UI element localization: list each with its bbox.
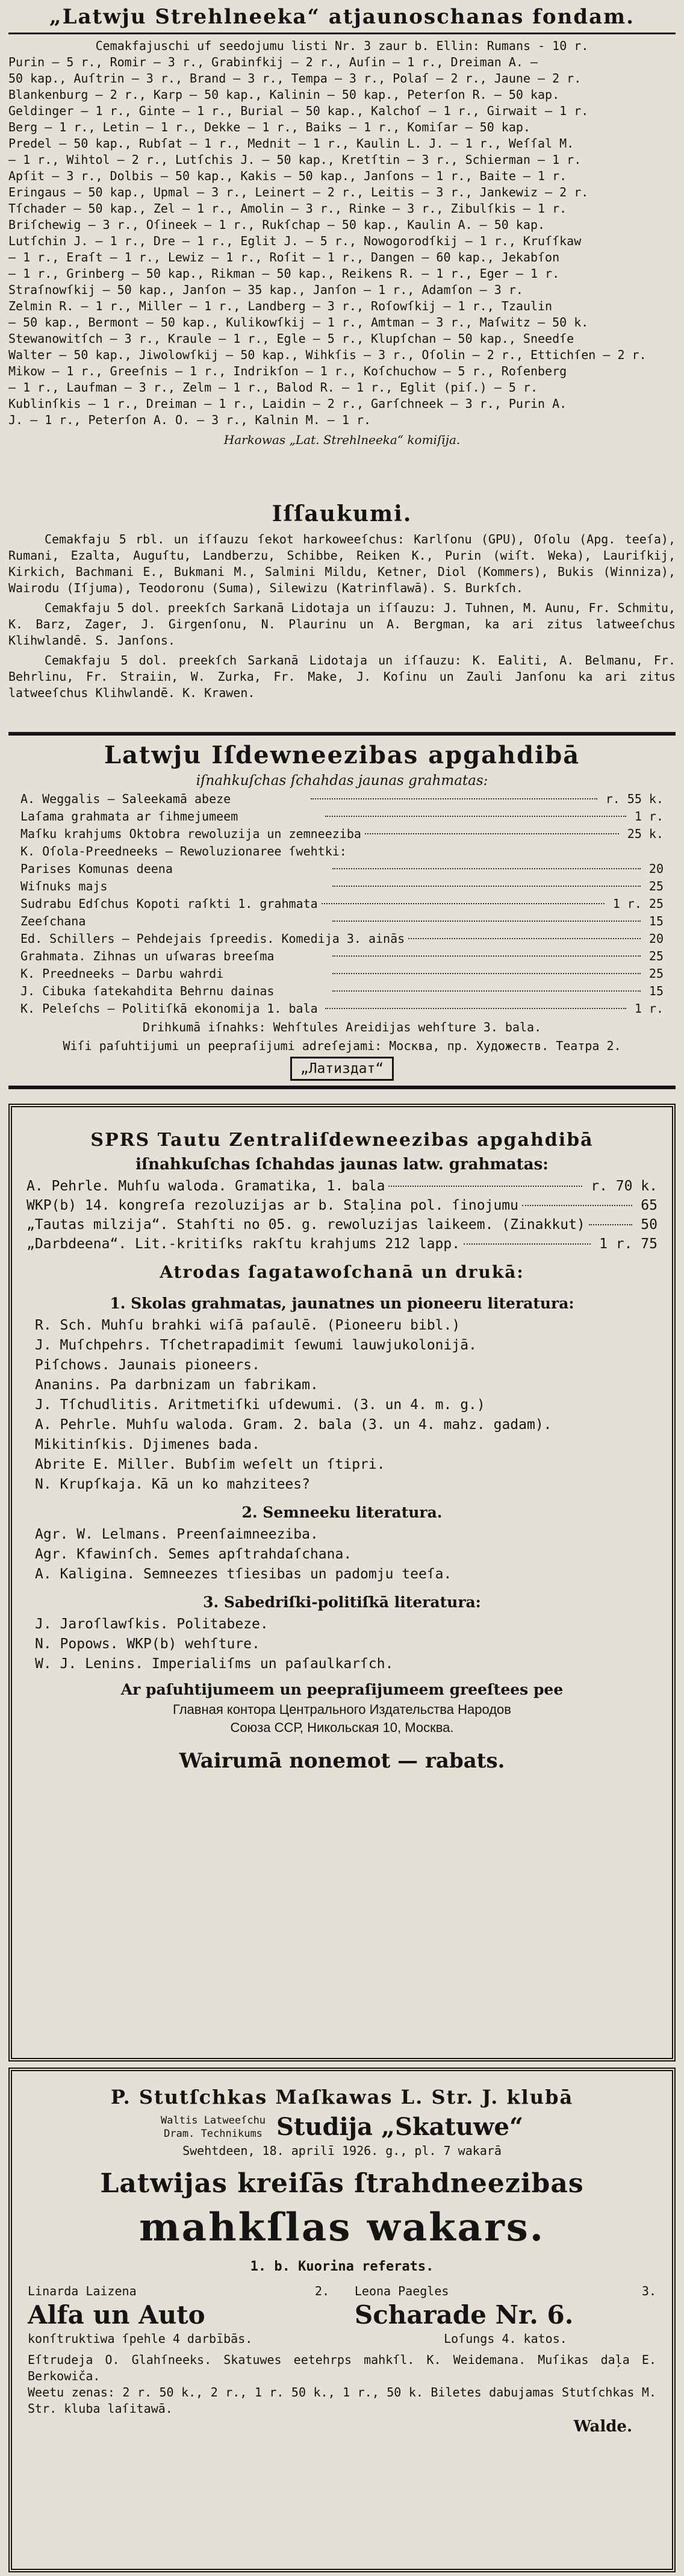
event-board: Walde.	[573, 2418, 632, 2436]
pub2-sections	[26, 1293, 658, 1673]
pub2-section-line: A. Kaligina. Semneezes tſiesibas un padomju teeſa.	[35, 1566, 452, 1582]
leader-dots	[311, 798, 597, 799]
pub1-book-label: J. Cibuka ſatekahdita Behrnu dainas	[20, 984, 275, 998]
event-sub-left-2: Dram. Technikums	[164, 2128, 263, 2140]
event-left-desc: konſtruktiwa ſpehle 4 darbībās.	[28, 2331, 253, 2346]
leader-dots	[325, 1008, 626, 1009]
pub2-book	[26, 1235, 658, 1253]
fund-line: Mikow – 1 r., Greeſnis – 1 r., Indrikſon – 1 r., Koſchuchow – 5 r., Roſenberg	[8, 364, 567, 378]
pub1-book-price: 1 r. 25	[612, 896, 664, 911]
pub2-section-line: Abrite E. Miller. Bubſim weſelt un ſtipri.	[35, 1457, 385, 1472]
pub1-book-label: K. Peleſchs – Politiſkā ekonomija 1. bala	[20, 1001, 318, 1016]
leader-dots	[332, 955, 641, 957]
pub1-note: Wiſi paſuhtijumi un peepraſijumi adreſejami: Москва, пр. Художеств. Театра 2.	[63, 1039, 621, 1053]
fund-line: Lutſchin J. – 1 r., Dre – 1 r., Eglit J. – 5 r., Nowogorodſkij – 1 r., Kruſſkaw	[8, 234, 582, 248]
pub2-section-line: A. Pehrle. Muhſu waloda. Gram. 2. bala (3. un 4. mahz. gadam).	[35, 1417, 552, 1433]
pub2-book-label: „Darbdeena“. Lit.-kritiſks rakſtu krahjums 212 lapp.	[26, 1236, 461, 1252]
fund-line: Apſit – 3 r., Dolbis – 50 kap., Kakis – 50 kap., Janſons – 1 r., Baite – 1 r.	[8, 169, 567, 183]
pub2-discount: Wairumā nonemot — rabats.	[179, 1749, 505, 1773]
event-title-1: Latwijas kreiſās ſtrahdneezibas	[100, 2168, 584, 2199]
fund-line: J. – 1 r., Peterſon A. O. – 3 r., Kalnin M. – 1 r.	[8, 413, 372, 427]
pub2-book	[26, 1216, 658, 1234]
pub2-section-line: Agr. Kfawinſch. Semes apſtrahdaſchana.	[35, 1546, 352, 1562]
pub1-book-price: 15	[648, 984, 664, 998]
leader-dots	[322, 903, 605, 904]
event-num-3: 3.	[641, 2284, 656, 2298]
fund-title: „Latwju Strehlneeka“ atjaunoschanas fondam.	[8, 4, 676, 34]
event-left-title: Alfa un Auto	[28, 2300, 205, 2330]
pub1-book	[20, 878, 664, 895]
ack-paragraph: Cemakfaju 5 dol. preekſch Sarkanā Lidotaja un iſſauzu: K. Ealiti, A. Belmanu, Fr. Behrlinu, Fr. Straiin, W. Zurka, Fr. Make, J. Koſinu un Zauli Janſonu ka ari zitus latweeſchus Klihwlandē. K. Krawen.	[8, 653, 676, 700]
pub1-book	[20, 826, 664, 842]
fund-line: Geldinger – 1 r., Ginte – 1 r., Burial – 50 kap., Kalchoſ – 1 r., Girwait – 1 r.	[8, 104, 589, 118]
pub2-section-line: N. Krupſkaja. Kā un ko mahzitees?	[35, 1477, 310, 1492]
pub1-book-price: 25	[648, 966, 664, 981]
ack-paragraph: Cemakfaju 5 rbl. un iſſauzu ſekot harkoweeſchus: Karlſonu (GPU), Oſolu (Apg. teeſa), Rumani, Ezalta, Auguſtu, Landberzu, Schibbe, Reiken K., Purin (wiſt. Weka), Lauriſkij, Kirkich, Bachmani E., Bukmani M., Salmini Mildu, Ketner, Diol (Kommers), Bukis (Winniza), Wairodu (Iſjuma), Teodoronu (Suma), Silewizu (Katrinflawā). S. Burkſch.	[8, 532, 676, 595]
leader-dots	[464, 1243, 591, 1245]
pub1-book-label: A. Weggalis – Saleekamā abeze	[20, 792, 231, 806]
leader-dots	[589, 1224, 633, 1225]
ack-notice	[8, 500, 676, 705]
pub2-book-price: r. 70 k.	[591, 1178, 658, 1194]
event-tickets: Weetu zenas: 2 r. 50 k., 2 r., 1 r. 50 k., 1 r., 50 k. Biletes dabujamas Stutſchkas M. Str. kluba laſitawā.	[28, 2385, 656, 2416]
pub2-book-price: 65	[641, 1198, 658, 1213]
pub1-book-price: 1 r.	[634, 809, 664, 824]
event-studio: Studija „Skatuwe“	[276, 2113, 523, 2141]
event-left-author: Linarda Laizena	[28, 2284, 137, 2298]
pub1-book-price: 15	[648, 914, 664, 928]
fund-donor-list	[8, 54, 676, 428]
fund-line: – 1 r., Laufman – 3 r., Zelm – 1 r., Balod R. – 1 r., Eglit (piſ.) – 5 r.	[8, 380, 538, 395]
pub1-book-price: 25	[648, 879, 664, 893]
pub2-section-heading: 2. Semneeku literatura.	[241, 1504, 443, 1521]
fund-line: – 50 kap., Bermont – 50 kap., Kulikowſkij – 1 r., Amtman – 3 r., Maſwitz – 50 k.	[8, 315, 589, 330]
pub1-book-label: Wiſnuks majs	[20, 879, 108, 893]
pub1-book-label: Maſku krahjums Oktobra rewoluzija un zemneeziba	[20, 827, 361, 841]
event-header: P. Stutſchkas Maſkawas L. Str. J. klubā	[110, 2086, 574, 2109]
pub2-prep-title: Atrodas ſagatawoſchanā un drukā:	[160, 1262, 524, 1282]
pub1-note: Drihkumā iſnahks: Wehſtules Areidijas wehſture 3. bala.	[142, 1020, 542, 1034]
fund-line: – 1 r., Eraſt – 1 r., Lewiz – 1 r., Roſit – 1 r., Dangen – 60 kap., Jekabſon	[8, 250, 560, 264]
pub1-book-price: 20	[648, 931, 664, 946]
pub2-section-line: J. Tſchudlitis. Aritmetiſki uſdewumi. (3. un 4. m. g.)	[35, 1397, 485, 1413]
pub1-title: Latwju Iſdewneezibas apgahdibā	[104, 741, 580, 769]
pub1-book-label: Ed. Schillers – Pehdejais ſpreedis. Komedija 3. ainās	[20, 931, 405, 946]
pub2-book-label: A. Pehrle. Muhſu waloda. Gramatika, 1. bala	[26, 1178, 385, 1194]
pub1-book	[20, 808, 664, 825]
pub1-book-label: K. Preedneeks – Darbu wahrdi	[20, 966, 224, 981]
pub2-book-label: „Tautas milzija“. Stahſti no 05. g. rewoluzijas laikeem. (Zinakkut)	[26, 1217, 585, 1233]
fund-line: Purin – 5 r., Romir – 3 r., Grabinfkij – 2 r., Auſin – 1 r., Dreiman A. –	[8, 55, 538, 69]
pub2-book-label: WKP(b) 14. kongreſa rezoluzijas ar b. Staļina pol. ſinojumu	[26, 1198, 518, 1213]
pub1-book	[20, 896, 664, 912]
pub1-book-price: 20	[648, 861, 664, 876]
pub1-book	[20, 913, 664, 930]
pub1-book-price: 25	[648, 949, 664, 963]
pub2-book-price: 1 r. 75	[599, 1236, 658, 1252]
pub2-section-line: Mikitinſkis. Djimenes bada.	[35, 1437, 260, 1452]
pub2-section-line: Ananins. Pa darbnizam un fabrikam.	[35, 1377, 319, 1393]
leader-dots	[325, 816, 626, 817]
pub2-section-line: W. J. Lenins. Imperialiſms un paſaulkarſch.	[35, 1656, 394, 1672]
event-right-title: Scharade Nr. 6.	[354, 2300, 574, 2330]
pub2-section-line: J. Muſchpehrs. Tſchetrapadimit ſewumi lauwjukolonijā.	[35, 1337, 477, 1353]
event-num-2: 2.	[315, 2284, 330, 2298]
pub2-section-line: Agr. W. Lelmans. Preenſaimneeziba.	[35, 1527, 319, 1542]
pub1-book	[20, 983, 664, 999]
fund-line: – 1 r., Wihtol – 2 r., Lutſchis J. – 50 kap., Kretſtin – 3 r., Schierman – 1 r.	[8, 152, 582, 167]
pub2-book	[26, 1177, 658, 1195]
pub2-book-price: 50	[641, 1217, 658, 1233]
event-right-play	[355, 2283, 656, 2347]
pub2-section-line: R. Sch. Muhſu brahki wiſā paſaulē. (Pioneeru bibl.)	[35, 1318, 461, 1333]
pub1-book-price: r. 55 k.	[605, 792, 664, 806]
fund-line: – 1 r., Grinberg – 50 kap., Rikman – 50 kap., Reikens R. – 1 r., Eger – 1 r.	[8, 266, 560, 281]
pub1-book-label: Parises Komunas deena	[20, 861, 173, 876]
pub1-book-label: Grahmata. Zihnas un uſwaras breeſma	[20, 949, 275, 963]
pub1-book	[20, 1001, 664, 1017]
pub2-subtitle: iſnahkuſchas ſchahdas jaunas latw. grahmatas:	[135, 1155, 549, 1174]
event-right-author: Leona Paegles	[354, 2284, 449, 2298]
pub2-book	[26, 1196, 658, 1215]
pub1-book	[20, 791, 664, 807]
ack-paragraph: Cemakfaju 5 dol. preekſch Sarkanā Lidotaja un iſſauzu: J. Tuhnen, M. Aunu, Fr. Schmitu, K. Barz, Zager, J. Girgenſonu, N. Plaurinu un A. Bergman, ka ari zitus latweeſchus Klihwlandē. S. Janſons.	[8, 601, 676, 648]
event-item-1: 1. b. Kuorina referats.	[250, 2259, 434, 2274]
pub1-book	[20, 931, 664, 947]
pub2-section-line: N. Popows. WKP(b) wehſture.	[35, 1636, 260, 1652]
fund-line: Straſnowſkij – 50 kap., Janſon – 35 kap., Janſon – 1 r., Adamſon – 3 r.	[8, 283, 523, 297]
fund-intro: Cemakfajuschi uf seedojumu listi Nr. 3 zaur b. Ellin: Rumans - 10 r.	[95, 39, 589, 53]
fund-line: Walter – 50 kap., Jiwolowſkij – 50 kap., Wihkſis – 3 r., Oſolin – 2 r., Ettichſen – 2 r.	[8, 348, 647, 362]
fund-signature: Harkowas „Lat. Strehlneeka“ komiſija.	[223, 433, 461, 447]
leader-dots	[408, 938, 641, 939]
pub1-book-label: Zeeſchana	[20, 914, 86, 928]
fund-line: Blankenburg – 2 r., Karp – 50 kap., Kalinin – 50 kap., Peterſon R. – 50 kap.	[8, 87, 560, 102]
pub1-book-list	[8, 791, 676, 1017]
fund-line: Stewanowitſch – 3 r., Kraule – 1 r., Egle – 5 r., Klupſchan – 50 kap., Sneedſe	[8, 331, 574, 346]
pub1-book	[20, 861, 664, 877]
fund-line: Kublinſkis – 1 r., Dreiman – 1 r., Laidin – 2 r., Garſchneek – 3 r., Purin A.	[8, 396, 567, 411]
event-sub-left-1: Waltis Latweeſchu	[161, 2115, 266, 2127]
fund-line: Tſchader – 50 kap., Zel – 1 r., Amolin – 3 r., Rinke – 3 r., Zibulſkis – 1 r.	[8, 201, 567, 216]
fund-line: Briſchewig – 3 r., Oſineek – 1 r., Rukſchap – 50 kap., Kaulin A. – 50 kap.	[8, 217, 546, 232]
pub2-footer-ru-2: Союза ССР, Никольская 10, Москва.	[230, 1720, 454, 1735]
fund-line: Eringaus – 50 kap., Upmal – 3 r., Leinert – 2 r., Leitis – 3 r., Jankewiz – 2 r.	[8, 185, 589, 199]
pub2-section-line: J. Jaroſlawſkis. Politabeze.	[35, 1616, 269, 1632]
leader-dots	[365, 833, 619, 834]
pub2-footer-lv: Ar paſuhtijumeem un peepraſijumeem greeſtees pee	[120, 1681, 564, 1698]
pub2-book-list	[26, 1177, 658, 1253]
fund-line: Berg – 1 r., Letin – 1 r., Dekke – 1 r., Baiks – 1 r., Komiſar – 50 kap.	[8, 120, 530, 134]
pub1-book-price: 1 r.	[634, 1001, 664, 1016]
event-left-play	[28, 2283, 329, 2347]
fund-line: 50 kap., Auſtrin – 3 r., Brand – 3 r., Tempa – 3 r., Polaſ – 2 r., Jaune – 2 r.	[8, 71, 582, 86]
pub1-book	[20, 966, 664, 982]
publisher2-ad	[8, 1104, 676, 2062]
leader-dots	[332, 868, 641, 869]
pub1-book-label: Sudrabu Edſchus Kopoti raſkti 1. grahmata	[20, 896, 318, 911]
pub1-subtitle: iſnahkuſchas ſchahdas jaunas grahmatas:	[196, 773, 488, 789]
fund-notice	[8, 4, 676, 448]
ack-title: Iſſaukumi.	[272, 501, 412, 527]
pub2-section-heading: 1. Skolas grahmatas, jaunatnes un pioneeru literatura:	[110, 1295, 574, 1312]
fund-line: Predel – 50 kap., Rubſat – 1 r., Mednit – 1 r., Kaulin L. J. – 1 r., Weſſal M.	[8, 136, 574, 151]
leader-dots	[522, 1205, 632, 1206]
fund-line: Zelmin R. – 1 r., Miller – 1 r., Landberg – 3 r., Roſowſkij – 1 r., Tzaulin	[8, 299, 553, 313]
pub1-book-label: K. Oſola-Preedneeks – Rewoluzionaree ſwehtki:	[20, 844, 347, 858]
event-date: Swehtdeen, 18. aprilī 1926. g., pl. 7 wakarā	[182, 2143, 502, 2158]
pub2-section-line: Piſchows. Jaunais pioneers.	[35, 1357, 260, 1373]
leader-dots	[332, 921, 641, 922]
pub1-notes	[8, 1019, 676, 1054]
leader-dots	[332, 973, 641, 974]
pub2-footer-ru-1: Главная контора Центрального Издательства Народов	[173, 1702, 511, 1717]
pub1-book-price: 25 k.	[627, 827, 664, 841]
event-title-2: mahkſlas wakars.	[138, 2205, 546, 2250]
event-right-desc: Loſungs 4. katos.	[444, 2331, 567, 2346]
pub2-section-heading: 3. Sabedriſki-politiſkā literatura:	[203, 1593, 481, 1611]
pub2-title: SPRS Tautu Zentraliſdewneezibas apgahdibā	[90, 1130, 594, 1151]
event-ad	[8, 2068, 676, 2572]
event-credits: Eſtrudeja O. Glahſneeks. Skatuwes eetehrps mahkſl. K. Weidemana. Muſikas daļa E. Berkowiča.	[28, 2352, 656, 2383]
pub1-book	[20, 948, 664, 964]
pub1-book-label: Laſama grahmata ar ſihmejumeem	[20, 809, 238, 824]
leader-dots	[332, 990, 641, 992]
ack-paragraphs	[8, 531, 676, 701]
leader-dots	[332, 886, 641, 887]
pub1-stamp: „Латиздат“	[290, 1057, 394, 1081]
publisher1-ad	[8, 732, 676, 1089]
leader-dots	[388, 1186, 582, 1187]
pub1-book	[20, 843, 664, 860]
